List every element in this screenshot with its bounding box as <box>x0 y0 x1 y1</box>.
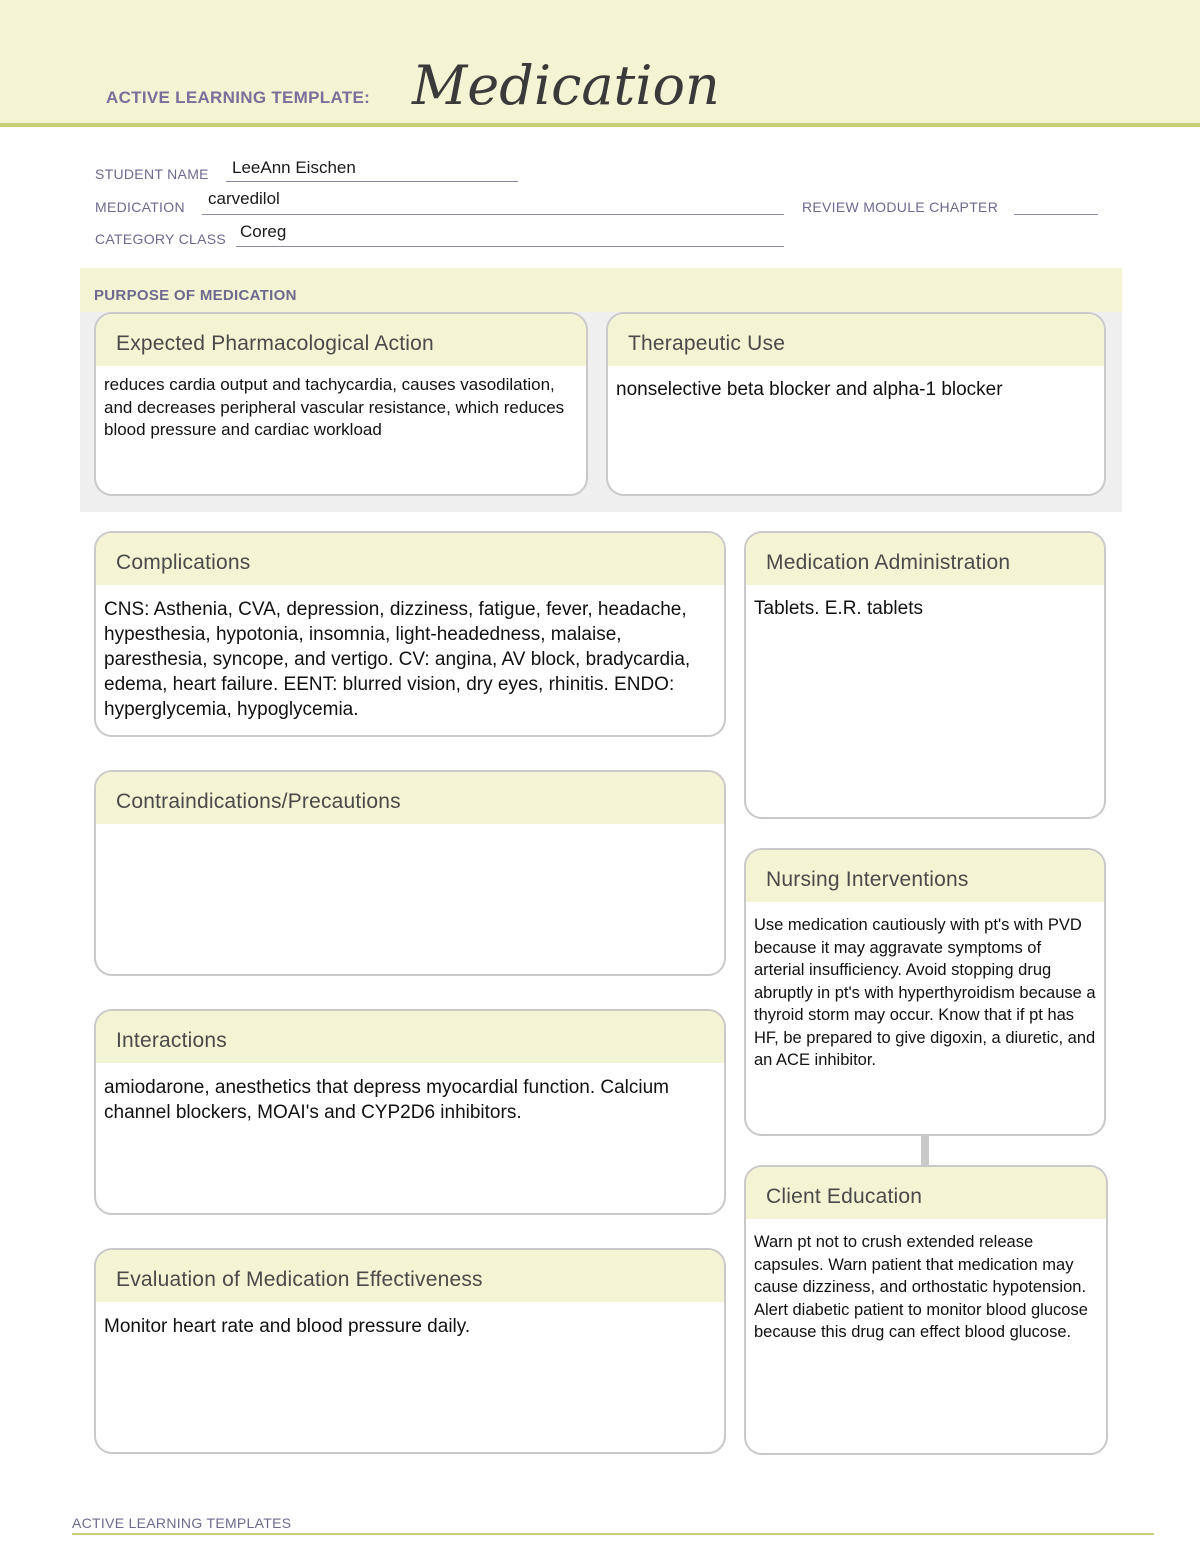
expected-action-box <box>94 312 588 496</box>
administration-text[interactable]: Tablets. E.R. tablets <box>754 598 923 619</box>
education-box <box>744 1165 1108 1455</box>
category-class-line <box>236 246 784 247</box>
footer-label: ACTIVE LEARNING TEMPLATES <box>72 1515 292 1531</box>
student-name-label: STUDENT NAME <box>95 166 209 182</box>
student-name-line <box>226 181 518 182</box>
category-class-label: CATEGORY CLASS <box>95 231 227 247</box>
complications-text[interactable]: CNS: Asthenia, CVA, depression, dizziness, fatigue, fever, headache, hypesthesia, hypotonia, insomnia, light-headedness, malaise, paresthesia, syncope, and vertigo. CV: angina, AV block, bradycardia, edema, heart failure. EENT: blurred vision, dry eyes, rhinitis. ENDO: hyperglycemia, hypoglycemia. <box>104 599 691 720</box>
review-module-label: REVIEW MODULE CHAPTER <box>802 199 999 215</box>
template-label: ACTIVE LEARNING TEMPLATE: <box>106 88 371 107</box>
evaluation-box <box>94 1248 726 1454</box>
complications-title: Complications <box>96 533 724 585</box>
box-connector <box>921 1134 929 1166</box>
purpose-title: PURPOSE OF MEDICATION <box>94 287 297 304</box>
review-module-line[interactable] <box>1014 214 1098 215</box>
contraindications-title: Contraindications/Precautions <box>96 772 724 824</box>
footer-rule <box>72 1533 1154 1535</box>
interactions-title: Interactions <box>96 1011 724 1063</box>
contraindications-box <box>94 770 726 976</box>
page-title: Medication <box>412 54 720 117</box>
medication-label: MEDICATION <box>95 199 185 215</box>
nursing-text[interactable]: Use medication cautiously with pt's with PVD because it may aggravate symptoms of arterial insufficiency. Avoid stopping drug abruptly in pt's with hyperthyroidism because a thyroid storm may occur. Know that if pt has HF, be prepared to give digoxin, a diuretic, and an ACE inhibitor. <box>754 916 1096 1069</box>
therapeutic-use-text[interactable]: nonselective beta blocker and alpha-1 blocker <box>616 379 1003 400</box>
evaluation-text[interactable]: Monitor heart rate and blood pressure daily. <box>104 1316 471 1337</box>
expected-action-title: Expected Pharmacological Action <box>96 314 586 366</box>
nursing-box <box>744 848 1106 1136</box>
category-class-value[interactable]: Coreg <box>240 222 287 241</box>
header-rule <box>0 123 1200 127</box>
interactions-text[interactable]: amiodarone, anesthetics that depress myocardial function. Calcium channel blockers, MOAI's and CYP2D6 inhibitors. <box>104 1077 670 1123</box>
evaluation-title: Evaluation of Medication Effectiveness <box>96 1250 724 1302</box>
education-title: Client Education <box>746 1167 1106 1219</box>
contraindications-text[interactable] <box>96 824 724 836</box>
expected-action-text[interactable]: reduces cardia output and tachycardia, causes vasodilation, and decreases peripheral vascular resistance, which reduces blood pressure and cardiac workload <box>104 375 565 439</box>
administration-title: Medication Administration <box>746 533 1104 585</box>
therapeutic-use-box <box>606 312 1106 496</box>
medication-value[interactable]: carvedilol <box>208 189 280 208</box>
administration-box <box>744 531 1106 819</box>
therapeutic-use-title: Therapeutic Use <box>608 314 1104 366</box>
interactions-box <box>94 1009 726 1215</box>
student-name-value[interactable]: LeeAnn Eischen <box>232 158 356 177</box>
complications-box <box>94 531 726 737</box>
nursing-title: Nursing Interventions <box>746 850 1104 902</box>
education-text[interactable]: Warn pt not to crush extended release capsules. Warn patient that medication may cause dizziness, and orthostatic hypotension. Alert diabetic patient to monitor blood glucose because this drug can effect blood glucose. <box>754 1233 1088 1341</box>
medication-line <box>202 214 784 215</box>
